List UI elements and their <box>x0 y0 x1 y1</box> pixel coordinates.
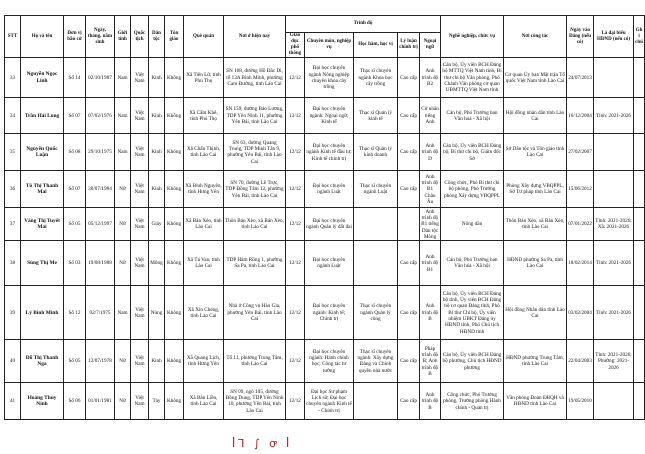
cell-nation: Việt Nam <box>131 383 149 420</box>
cell-party: 03/02/2004 <box>567 286 594 340</box>
cell-sex: Nữ <box>115 208 131 241</box>
cell-hometown: Xã Chấn Thịnh, tỉnh Lào Cai <box>184 134 224 171</box>
cell-unit: Số 12 <box>64 286 86 340</box>
cell-unit: Số 03 <box>64 241 86 286</box>
header-politics: Lý luận chính trị <box>398 33 420 58</box>
cell-prof: Đại học chuyên ngành: Ngoại ngữ; Kinh tế <box>305 98 354 134</box>
cell-prof: Đại học chuyên ngành Luật <box>305 241 354 286</box>
cell-ethnic: Kinh <box>149 171 165 208</box>
cell-religion: Không <box>165 286 184 340</box>
cell-note <box>634 58 645 98</box>
cell-religion: Không <box>165 340 184 383</box>
header-deputy: Là đại biểu HĐND (nếu có) <box>594 16 634 58</box>
cell-stt: 40 <box>5 340 21 383</box>
cell-ethnic: Nùng <box>149 286 165 340</box>
cell-job: Cán bộ, Ủy viên BCH Đảng bộ tỉnh, Ủy viên BCH Đảng bộ cơ quan Đảng tỉnh, Phó Bí thư Chi bộ, Ủy viên nhiệm UBKT Đảng ủy HĐND tỉnh, Phó Chủ tịch HĐND tỉnh <box>441 286 504 340</box>
cell-name: Hoàng Thùy Ninh <box>21 383 64 420</box>
cell-party: 16/12/2004 <box>567 98 594 134</box>
cell-deputy: Tỉnh: 2021-2026 <box>594 241 634 286</box>
cell-degree: Thạc sĩ chuyên ngành Quản lý công <box>354 286 398 340</box>
cell-work: Hội đồng nhân dân tỉnh Lào Cai <box>504 98 567 134</box>
cell-politics: Cao cấp <box>398 383 420 420</box>
cell-ethnic: Kinh <box>149 134 165 171</box>
cell-religion: Không <box>165 383 184 420</box>
cell-religion: Không <box>165 98 184 134</box>
cell-unit: Số 08 <box>64 134 86 171</box>
cell-residence: TDP Hàm Rồng 1, phường Sa Pa, tỉnh Lào Cai <box>224 241 286 286</box>
cell-degree <box>354 241 398 286</box>
cell-work: Sở Dân tộc và Tôn giáo tỉnh Lào Cai <box>504 134 567 171</box>
cell-deputy: Tỉnh: 2021-2026; Xã: 2021-2026 <box>594 208 634 241</box>
cell-nation: Việt Nam <box>131 134 149 171</box>
cell-lang: Anh trình độ B <box>420 383 441 420</box>
cell-lang: Anh trình độ B2 <box>420 58 441 98</box>
cell-stt: 37 <box>5 208 21 241</box>
cell-dob: 01/01/1981 <box>86 383 115 420</box>
cell-degree: Thạc sĩ Quản lý kinh tế <box>354 98 398 134</box>
header-hometown: Quê quán <box>184 16 224 58</box>
header-general: Giáo dục phổ thông <box>286 33 305 58</box>
cell-degree: Thạc sĩ chuyên ngành: Xây dựng Đảng và Chính quyền nhà nước <box>354 340 398 383</box>
table-row <box>5 340 645 383</box>
cell-hometown: Xã Tả Van, tỉnh Lào Cai <box>184 241 224 286</box>
table-row <box>5 134 645 171</box>
cell-degree <box>354 208 398 241</box>
header-note: Ghi chú <box>634 16 645 58</box>
header-ethnic: Dân tộc <box>149 16 165 58</box>
cell-religion: Không <box>165 171 184 208</box>
header-degree: Học hàm, học vị <box>354 33 398 58</box>
cell-party: 22/04/2003 <box>567 340 594 383</box>
header-name: Họ và tên <box>21 16 64 58</box>
cell-name: Sùng Thị Me <box>21 241 64 286</box>
header-nation: Quốc tịch <box>131 16 149 58</box>
cell-sex: Nam <box>115 286 131 340</box>
cell-general: 12/12 <box>286 383 305 420</box>
cell-prof: Đại học chuyên ngành: Hành chính học; Công tác tư tưởng <box>305 340 354 383</box>
table-body <box>5 58 645 420</box>
header-job: Nghề nghiệp, chức vụ <box>441 16 504 58</box>
cell-job: Cán bộ, Phó Trưởng ban Văn hoá - Xã hội <box>441 98 504 134</box>
cell-stt: 35 <box>5 134 21 171</box>
cell-job: Cán bộ, Ủy viên BCH Đảng bộ phường, Chủ tịch HĐND phường <box>441 340 504 383</box>
cell-residence: SN 70, đường Lê Trực, TDP Đồng Tâm 12, phường Yên Bái, tỉnh Lào Cai <box>224 171 286 208</box>
cell-religion: Không <box>165 58 184 98</box>
cell-name: Lý Bình Minh <box>21 286 64 340</box>
cell-sex: Nam <box>115 134 131 171</box>
cell-residence: SN 159, đường Bảo Lương, TDP Yên Ninh 11, phường Yên Bái, tỉnh Lào Cai <box>224 98 286 134</box>
cell-note <box>634 241 645 286</box>
cell-degree: Thạc sĩ chuyên ngành Khoa học cây trồng <box>354 58 398 98</box>
cell-prof: Đại học chuyên ngành Kinh tế đầu tư; Kinh tế chính trị <box>305 134 354 171</box>
cell-degree: Thạc sĩ Quản lý kinh doanh <box>354 134 398 171</box>
cell-work: Cơ quan Ủy ban Mặt trận Tổ quốc Việt Nam tỉnh Lào Cai <box>504 58 567 98</box>
cell-religion: Không <box>165 134 184 171</box>
cell-politics <box>398 208 420 241</box>
cell-lang: Cử nhân tiếng Anh <box>420 98 441 134</box>
cell-name: Đỗ Thị Thanh Nga <box>21 340 64 383</box>
cell-deputy <box>594 58 634 98</box>
cell-deputy: Tỉnh: 2021-2026; Phường: 2021-2026 <box>594 340 634 383</box>
cell-party: 27/02/2007 <box>567 134 594 171</box>
cell-dob: 30/07/1984 <box>86 171 115 208</box>
cell-degree <box>354 383 398 420</box>
cell-deputy: Tỉnh: 2021-2026 <box>594 98 634 134</box>
cell-general: 12/12 <box>286 171 305 208</box>
cell-name: Tô Thị Thanh Mai <box>21 171 64 208</box>
cell-party: 18/02/2014 <box>567 241 594 286</box>
cell-lang: Anh trình độ D <box>420 134 441 171</box>
cell-politics: Cao cấp <box>398 241 420 286</box>
cell-note <box>634 340 645 383</box>
cell-stt: 41 <box>5 383 21 420</box>
cell-prof: Đại học chuyên ngành Nông nghiệp chuyên khoa cây trồng <box>305 58 354 98</box>
header-sex: Giới tính <box>115 16 131 58</box>
cell-dob: 12/07/1978 <box>86 340 115 383</box>
cell-work: HĐND phường Trung Tâm, tỉnh Lào Cai <box>504 340 567 383</box>
cell-residence: Thôn Bản Xèo, xã Bản Xèo, tỉnh Lào Cai <box>224 208 286 241</box>
cell-work: Hội đồng Nhân dân tỉnh Lào Cai <box>504 286 567 340</box>
cell-residence: SN 108, đường Hồ Đắc Di, tổ 13A Bình Minh, phường Cam Đường, tỉnh Lào Cai <box>224 58 286 98</box>
cell-unit: Số 14 <box>64 58 86 98</box>
cell-dob: 05/12/1997 <box>86 208 115 241</box>
cell-stt: 38 <box>5 241 21 286</box>
header-residence: Nơi ở hiện nay <box>224 16 286 58</box>
cell-hometown: Xã Tiên Lữ, tỉnh Phú Thọ <box>184 58 224 98</box>
cell-note <box>634 98 645 134</box>
cell-hometown: Xã Quang Lịch, tỉnh Hưng Yên <box>184 340 224 383</box>
cell-work: Văn phòng Đoàn ĐBQH và HĐND tỉnh Lào Cai <box>504 383 567 420</box>
cell-general: 12/12 <box>286 241 305 286</box>
cell-name: Nguyễn Ngọc Linh <box>21 58 64 98</box>
cell-ethnic: Mông <box>149 241 165 286</box>
cell-general: 12/12 <box>286 208 305 241</box>
cell-note <box>634 134 645 171</box>
header-party: Ngày vào Đảng (nếu có) <box>567 16 594 58</box>
cell-sex: Nam <box>115 58 131 98</box>
table-row <box>5 286 645 340</box>
cell-work: Thôn Bản Xèo, xã Bản Xèo, tỉnh Lào Cai <box>504 208 567 241</box>
cell-residence: SN 09, ngõ 105, đường Đồng Dung, TDP Yên Ninh 10, phường Yên Bái, tỉnh Lào Cai <box>224 383 286 420</box>
cell-politics: Cao cấp <box>398 58 420 98</box>
cell-nation: Việt Nam <box>131 340 149 383</box>
cell-sex: Nữ <box>115 171 131 208</box>
cell-job: Công chức, Phó Trưởng phòng, Trưởng phòng Hành chính - Quản trị <box>441 383 504 420</box>
cell-name: Vàng Thị Tuyết Mai <box>21 208 64 241</box>
table-header <box>5 16 645 58</box>
cell-religion: Không <box>165 208 184 241</box>
candidate-table <box>4 15 645 420</box>
cell-sex: Nữ <box>115 241 131 286</box>
table-row <box>5 171 645 208</box>
cell-prof: Đại học Sư phạm Lịch sử; Đại học chuyên ngành Kinh tế - Chính trị <box>305 383 354 420</box>
cell-note <box>634 286 645 340</box>
header-lang: Ngoại ngữ <box>420 33 441 58</box>
cell-stt: 36 <box>5 171 21 208</box>
cell-ethnic: Kinh <box>149 58 165 98</box>
cell-lang: Anh trình độ B <box>420 286 441 340</box>
cell-politics: Cao cấp <box>398 134 420 171</box>
table-row <box>5 383 645 420</box>
table-row <box>5 58 645 98</box>
cell-nation: Việt Nam <box>131 241 149 286</box>
cell-dob: 07/02/1976 <box>86 98 115 134</box>
cell-general: 12/12 <box>286 340 305 383</box>
cell-ethnic: Giáy <box>149 208 165 241</box>
cell-stt: 34 <box>5 98 21 134</box>
cell-job: Nông dân <box>441 208 504 241</box>
cell-nation: Việt Nam <box>131 286 149 340</box>
cell-stt: 33 <box>5 58 21 98</box>
cell-general: 12/12 <box>286 58 305 98</box>
cell-ethnic: Kinh <box>149 340 165 383</box>
cell-party: 19/05/2010 <box>567 383 594 420</box>
cell-prof: Đại học chuyên ngành Quản lý đất đai <box>305 208 354 241</box>
header-unit: Đơn vị bầu cử <box>64 16 86 58</box>
cell-dob: 29/10/1975 <box>86 134 115 171</box>
cell-deputy <box>594 383 634 420</box>
cell-residence: SN 63, đường Quang Trung, TDP Minh Tân 9, phường Yên Bái, tỉnh Lào Cai <box>224 134 286 171</box>
cell-lang: Pháp trình độ B; Anh trình độ B <box>420 340 441 383</box>
cell-job: Công chức, Phó Bí thư chi bộ phòng, Phó Trưởng phòng Xây dựng VBQPPL <box>441 171 504 208</box>
cell-nation: Việt Nam <box>131 208 149 241</box>
cell-deputy <box>594 134 634 171</box>
header-religion: Tôn giáo <box>165 16 184 58</box>
table-row <box>5 241 645 286</box>
cell-hometown: Xã Bản Liền, tỉnh Lào Cai <box>184 383 224 420</box>
cell-politics: Cao cấp <box>398 286 420 340</box>
cell-hometown: Xã Bình Nguyên, tỉnh Hưng Yên <box>184 171 224 208</box>
header-prof: Chuyên môn, nghiệp vụ <box>305 33 354 58</box>
cell-politics: Cao cấp <box>398 171 420 208</box>
cell-degree: Thạc sĩ chuyên ngành Luật <box>354 171 398 208</box>
header-work: Nơi công tác <box>504 16 567 58</box>
cell-work: Phòng Xây dựng VBQPPL, Sở Tư pháp tỉnh Lào Cai <box>504 171 567 208</box>
cell-ethnic: Tày <box>149 383 165 420</box>
cell-lang: Anh trình độ B1 tiếng Dân tộc Mông <box>421 208 439 240</box>
cell-prof: Đại học chuyên ngành: Kinh tế; Chính trị <box>305 286 354 340</box>
cell-lang: Anh trình độ B1 <box>420 241 441 286</box>
cell-unit: Số 07 <box>64 171 86 208</box>
cell-nation: Việt Nam <box>131 171 149 208</box>
cell-politics: Cao cấp <box>398 98 420 134</box>
cell-hometown: Xã Cẩm Khê, tỉnh Phú Thọ <box>184 98 224 134</box>
cell-party: 07/01/2022 <box>567 208 594 241</box>
cell-work: HĐND phường Sa Pa, tỉnh Lào Cai <box>504 241 567 286</box>
cell-general: 12/12 <box>286 98 305 134</box>
cell-deputy <box>594 171 634 208</box>
header-level-group: Trình độ <box>286 16 441 33</box>
cell-lang: Anh trình độ B1 Châu Âu <box>420 171 441 208</box>
cell-note <box>634 383 645 420</box>
cell-job: Cán bộ, Phó Trưởng ban Văn hóa - Xã hội <box>441 241 504 286</box>
header-dob: Ngày, tháng, năm sinh <box>86 16 115 58</box>
table-row <box>5 98 645 134</box>
cell-ethnic: Kinh <box>149 98 165 134</box>
cell-job: Cán bộ, Ủy viên BCH Đảng bộ, Bí thư chi bộ, Giám đốc Sở <box>441 134 504 171</box>
header-stt: STT <box>5 16 21 58</box>
footer-watermark: ꟾ⅂ ∫ ꝍ ꟾ <box>232 437 293 450</box>
cell-name: Nguyễn Quốc Luận <box>21 134 64 171</box>
cell-dob: 02/10/1987 <box>86 58 115 98</box>
cell-sex: Nam <box>115 98 131 134</box>
cell-unit: Số 06 <box>64 383 86 420</box>
cell-sex: Nữ <box>115 383 131 420</box>
cell-residence: Nhà ở Công vụ Hào Gia, phường Yên Bái, tỉnh Lào Cai <box>224 286 286 340</box>
cell-religion: Không <box>165 241 184 286</box>
cell-deputy: Tỉnh: 2021-2026 <box>594 286 634 340</box>
cell-hometown: Xã Bản Xèo, tỉnh Lào Cai <box>184 208 224 241</box>
cell-unit: Số 07 <box>64 98 86 134</box>
cell-party: 15/06/2012 <box>567 171 594 208</box>
cell-general: 12/12 <box>286 286 305 340</box>
cell-stt: 39 <box>5 286 21 340</box>
table-row <box>5 208 645 241</box>
cell-hometown: Xã Xín Chéng, tỉnh Lào Cai <box>184 286 224 340</box>
cell-general: 12/12 <box>286 134 305 171</box>
cell-prof: Đại học chuyên ngành Luật <box>305 171 354 208</box>
cell-dob: 02/7/1975 <box>86 286 115 340</box>
cell-sex: Nữ <box>115 340 131 383</box>
cell-job: Cán bộ, Ủy viên BCH Đảng bộ MTTQ Việt Nam tỉnh, Bí thư chi bộ Văn phòng, Phó Chánh Văn phòng cơ quan UBMTTQ Việt Nam tỉnh <box>441 58 504 98</box>
cell-unit: Số 05 <box>64 340 86 383</box>
cell-unit: Số 05 <box>64 208 86 241</box>
cell-politics: Cao cấp <box>398 340 420 383</box>
cell-residence: Tổ 11, phường Trung Tâm, tỉnh Lào Cai <box>224 340 286 383</box>
cell-note <box>634 171 645 208</box>
cell-dob: 19/08/1988 <box>86 241 115 286</box>
cell-party: 24/07/2013 <box>567 58 594 98</box>
cell-note <box>634 208 645 241</box>
cell-nation: Việt Nam <box>131 58 149 98</box>
cell-name: Trần Hải Long <box>21 98 64 134</box>
cell-nation: Việt Nam <box>131 98 149 134</box>
